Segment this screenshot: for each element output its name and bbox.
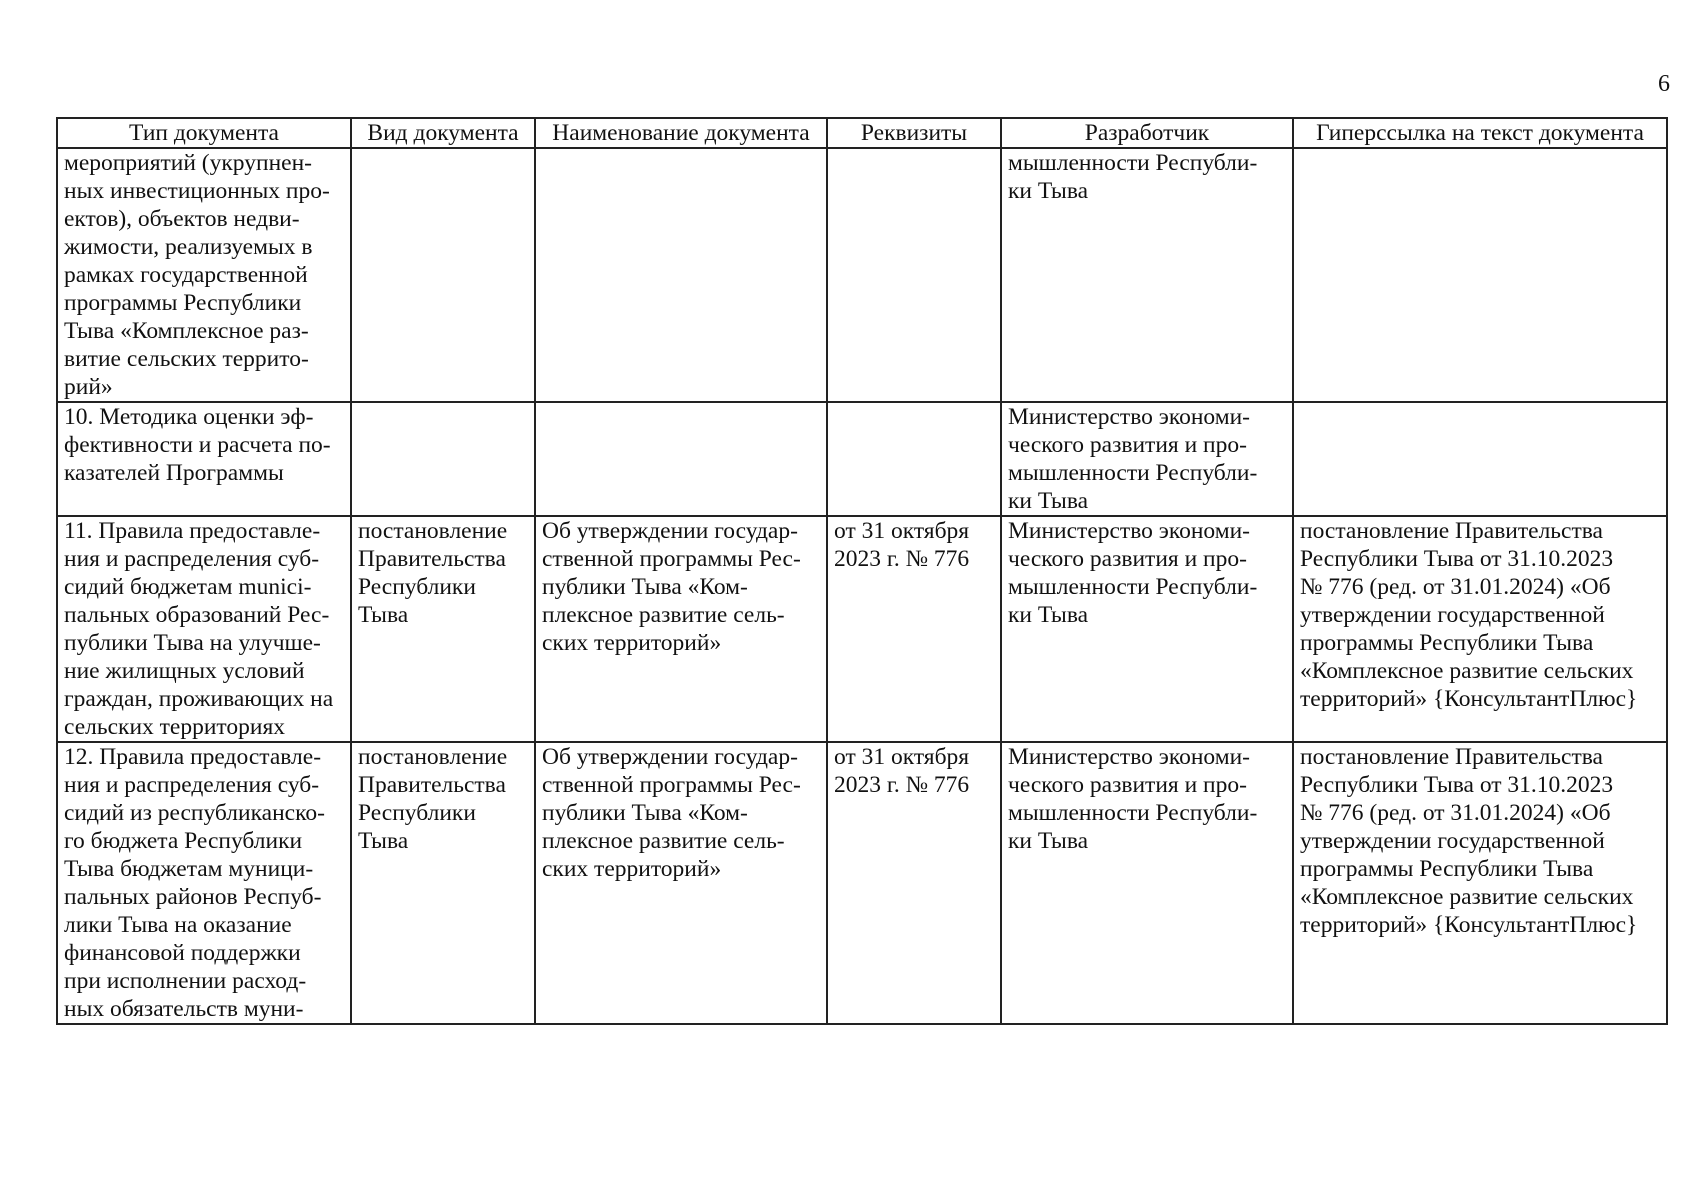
cell-requisites: от 31 октября 2023 г. № 776 (827, 742, 1001, 1024)
cell-document-name (535, 402, 827, 516)
cell-hyperlink: постановление Правительства Республики Тыва от 31.10.2023 № 776 (ред. от 31.01.2024) «Об утверждении государственной программы Республики Тыва «Комплексное развитие сельских территорий» {КонсультантПлюс} (1293, 516, 1667, 742)
header-hyperlink: Гиперссылка на текст документа (1293, 118, 1667, 148)
cell-developer: мышленности Республи- ки Тыва (1001, 148, 1293, 402)
table-header-row (57, 118, 1667, 148)
cell-document-name: Об утверждении государ- ственной программы Рес- публики Тыва «Ком- плексное развитие сель- ских территорий» (535, 742, 827, 1024)
header-requisites: Реквизиты (827, 118, 1001, 148)
cell-requisites (827, 402, 1001, 516)
header-document-name: Наименование документа (535, 118, 827, 148)
header-document-kind: Вид документа (351, 118, 535, 148)
cell-document-kind: постановление Правительства Республики Тыва (351, 516, 535, 742)
header-developer: Разработчик (1001, 118, 1293, 148)
table-row (57, 402, 1667, 516)
table-row (57, 148, 1667, 402)
table-row (57, 742, 1667, 1024)
cell-requisites: от 31 октября 2023 г. № 776 (827, 516, 1001, 742)
table-row (57, 516, 1667, 742)
cell-document-type: мероприятий (укрупнен- ных инвестиционных про- ектов), объектов недви- жимости, реализуемых в рамках государственной программы Республики Тыва «Комплексное раз- витие сельских террито- рий» (57, 148, 351, 402)
cell-hyperlink (1293, 402, 1667, 516)
cell-document-name (535, 148, 827, 402)
cell-document-type: 11. Правила предоставле- ния и распределения суб- сидий бюджетам munici- пальных образований Рес- публики Тыва на улучше- ние жилищных условий граждан, проживающих на сельских территориях (57, 516, 351, 742)
cell-document-name: Об утверждении государ- ственной программы Рес- публики Тыва «Ком- плексное развитие сель- ских территорий» (535, 516, 827, 742)
cell-developer: Министерство экономи- ческого развития и про- мышленности Республи- ки Тыва (1001, 516, 1293, 742)
cell-requisites (827, 148, 1001, 402)
cell-developer: Министерство экономи- ческого развития и про- мышленности Республи- ки Тыва (1001, 402, 1293, 516)
cell-hyperlink: постановление Правительства Республики Тыва от 31.10.2023 № 776 (ред. от 31.01.2024) «Об утверждении государственной программы Республики Тыва «Комплексное развитие сельских территорий» {КонсультантПлюс} (1293, 742, 1667, 1024)
cell-document-kind (351, 148, 535, 402)
cell-document-type: 10. Методика оценки эф- фективности и расчета по- казателей Программы (57, 402, 351, 516)
cell-document-kind (351, 402, 535, 516)
cell-document-type: 12. Правила предоставле- ния и распределения суб- сидий из республиканско- го бюджета Республики Тыва бюджетам муници- пальных районов Респуб- лики Тыва на оказание финансовой поддержки при исполнении расход- ных обязательств муни- (57, 742, 351, 1024)
documents-table (56, 117, 1668, 1025)
cell-document-kind: постановление Правительства Республики Тыва (351, 742, 535, 1024)
header-document-type: Тип документа (57, 118, 351, 148)
cell-developer: Министерство экономи- ческого развития и про- мышленности Республи- ки Тыва (1001, 742, 1293, 1024)
cell-hyperlink (1293, 148, 1667, 402)
page-number: 6 (1658, 71, 1670, 97)
